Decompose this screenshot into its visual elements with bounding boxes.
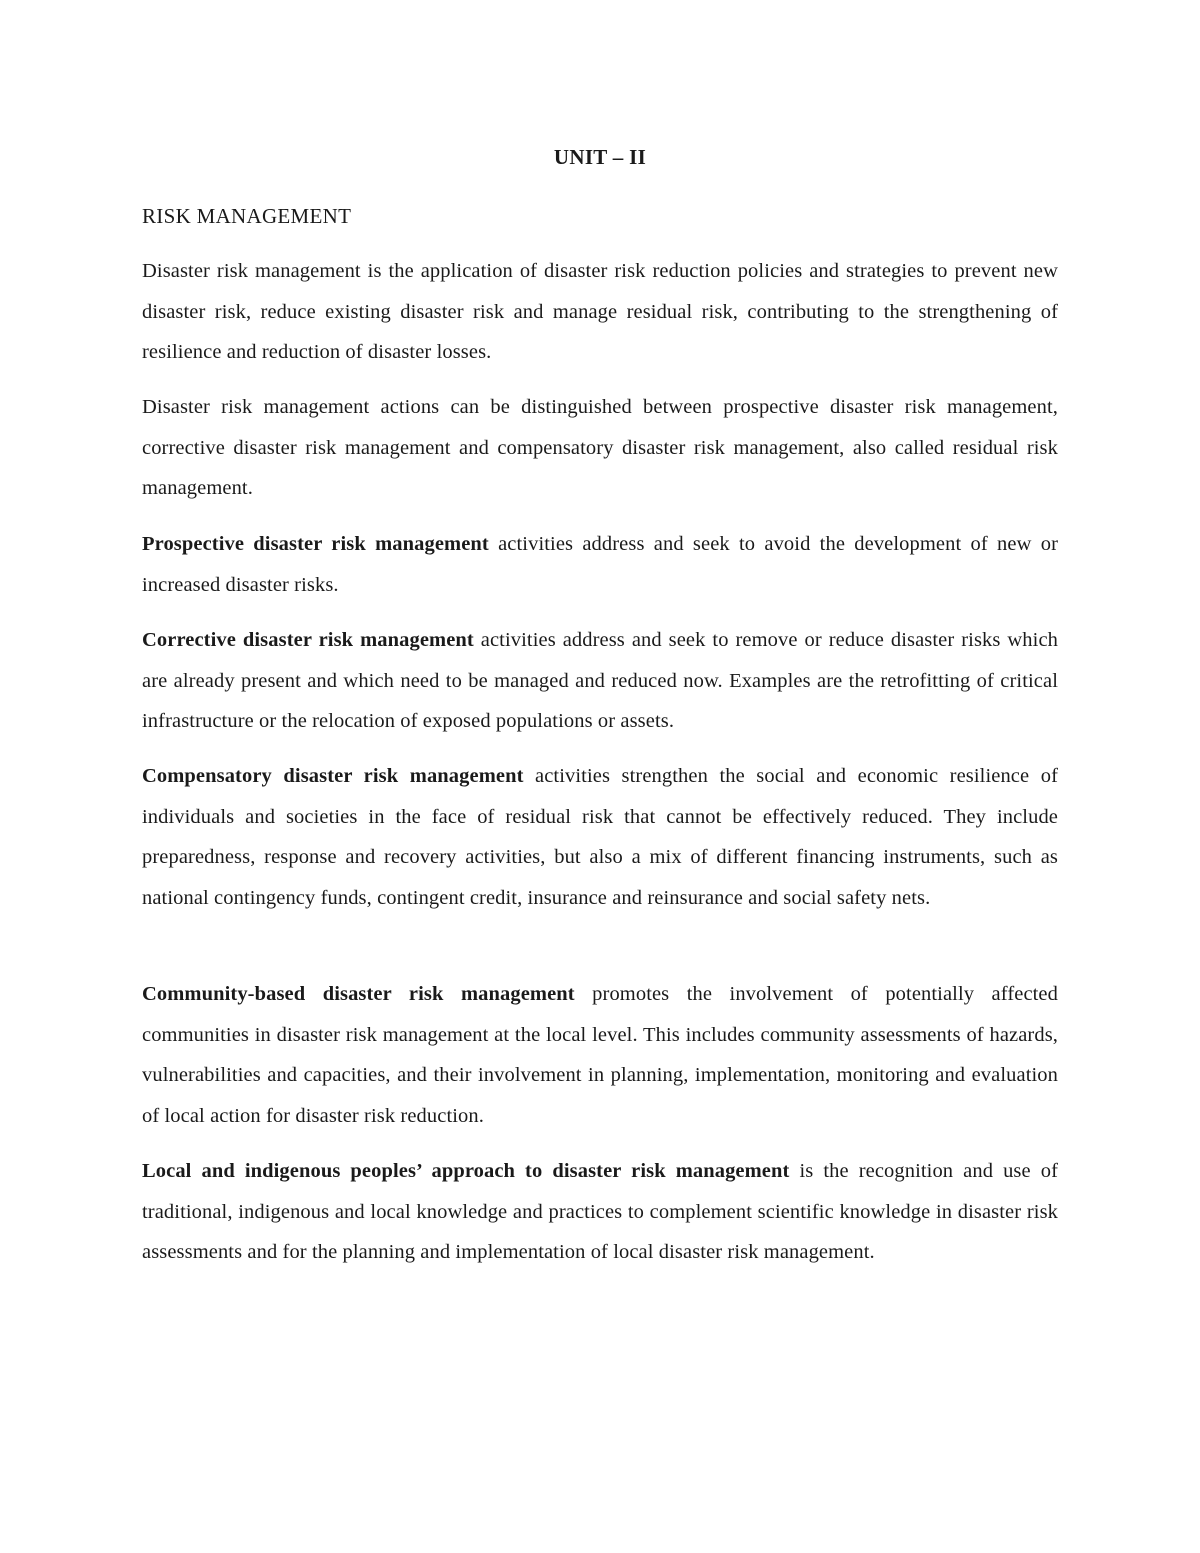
paragraph-term: Community-based disaster risk management — [142, 983, 575, 1005]
paragraph-text: activities strengthen the social and economic resilience of individuals and societies in the face of residual risk that cannot be effectively reduced. They include preparedness, response and recovery activities, but also a mix of different financing instruments, such as national contingency funds, contingent credit, insurance and reinsurance and social safety nets. — [142, 765, 1058, 909]
document-page — [142, 0, 1058, 1553]
paragraph-definition — [142, 251, 1058, 373]
paragraph-indigenous — [142, 1151, 1058, 1273]
paragraph-actions — [142, 387, 1058, 509]
paragraph-text: Disaster risk management actions can be distinguished between prospective disaster risk management, corrective disaster risk management and compensatory disaster risk management, also called residual risk management. — [142, 396, 1058, 499]
unit-title: UNIT – II — [553, 145, 647, 169]
paragraph-prospective — [142, 524, 1058, 605]
paragraph-term: Corrective disaster risk management — [142, 629, 474, 651]
paragraph-text: Disaster risk management is the application of disaster risk reduction policies and strategies to prevent new disaster risk, reduce existing disaster risk and manage residual risk, contributing to the strengthening of resilience and reduction of disaster losses. — [142, 260, 1058, 363]
paragraph-text: is the recognition and use of traditional, indigenous and local knowledge and practices to complement scientific knowledge in disaster risk assessments and for the planning and implementation of local disaster risk management. — [142, 1160, 1058, 1263]
paragraph-community-based — [142, 974, 1058, 1136]
section-heading: RISK MANAGEMENT — [142, 204, 352, 228]
paragraph-compensatory — [142, 756, 1058, 918]
paragraph-text: promotes the involvement of potentially affected communities in disaster risk management at the local level. This includes community assessments of hazards, vulnerabilities and capacities, and their involvement in planning, implementation, monitoring and evaluation of local action for disaster risk reduction. — [142, 983, 1058, 1127]
paragraph-text: activities address and seek to avoid the development of new or increased disaster risks. — [142, 533, 1058, 596]
paragraph-term: Compensatory disaster risk management — [142, 765, 524, 787]
paragraph-corrective — [142, 620, 1058, 742]
paragraph-text: activities address and seek to remove or reduce disaster risks which are already present and which need to be managed and reduced now. Examples are the retrofitting of critical infrastructure or the relocation of exposed populations or assets. — [142, 629, 1058, 732]
paragraph-term: Local and indigenous peoples’ approach to disaster risk management — [142, 1160, 790, 1182]
paragraph-term: Prospective disaster risk management — [142, 533, 489, 555]
